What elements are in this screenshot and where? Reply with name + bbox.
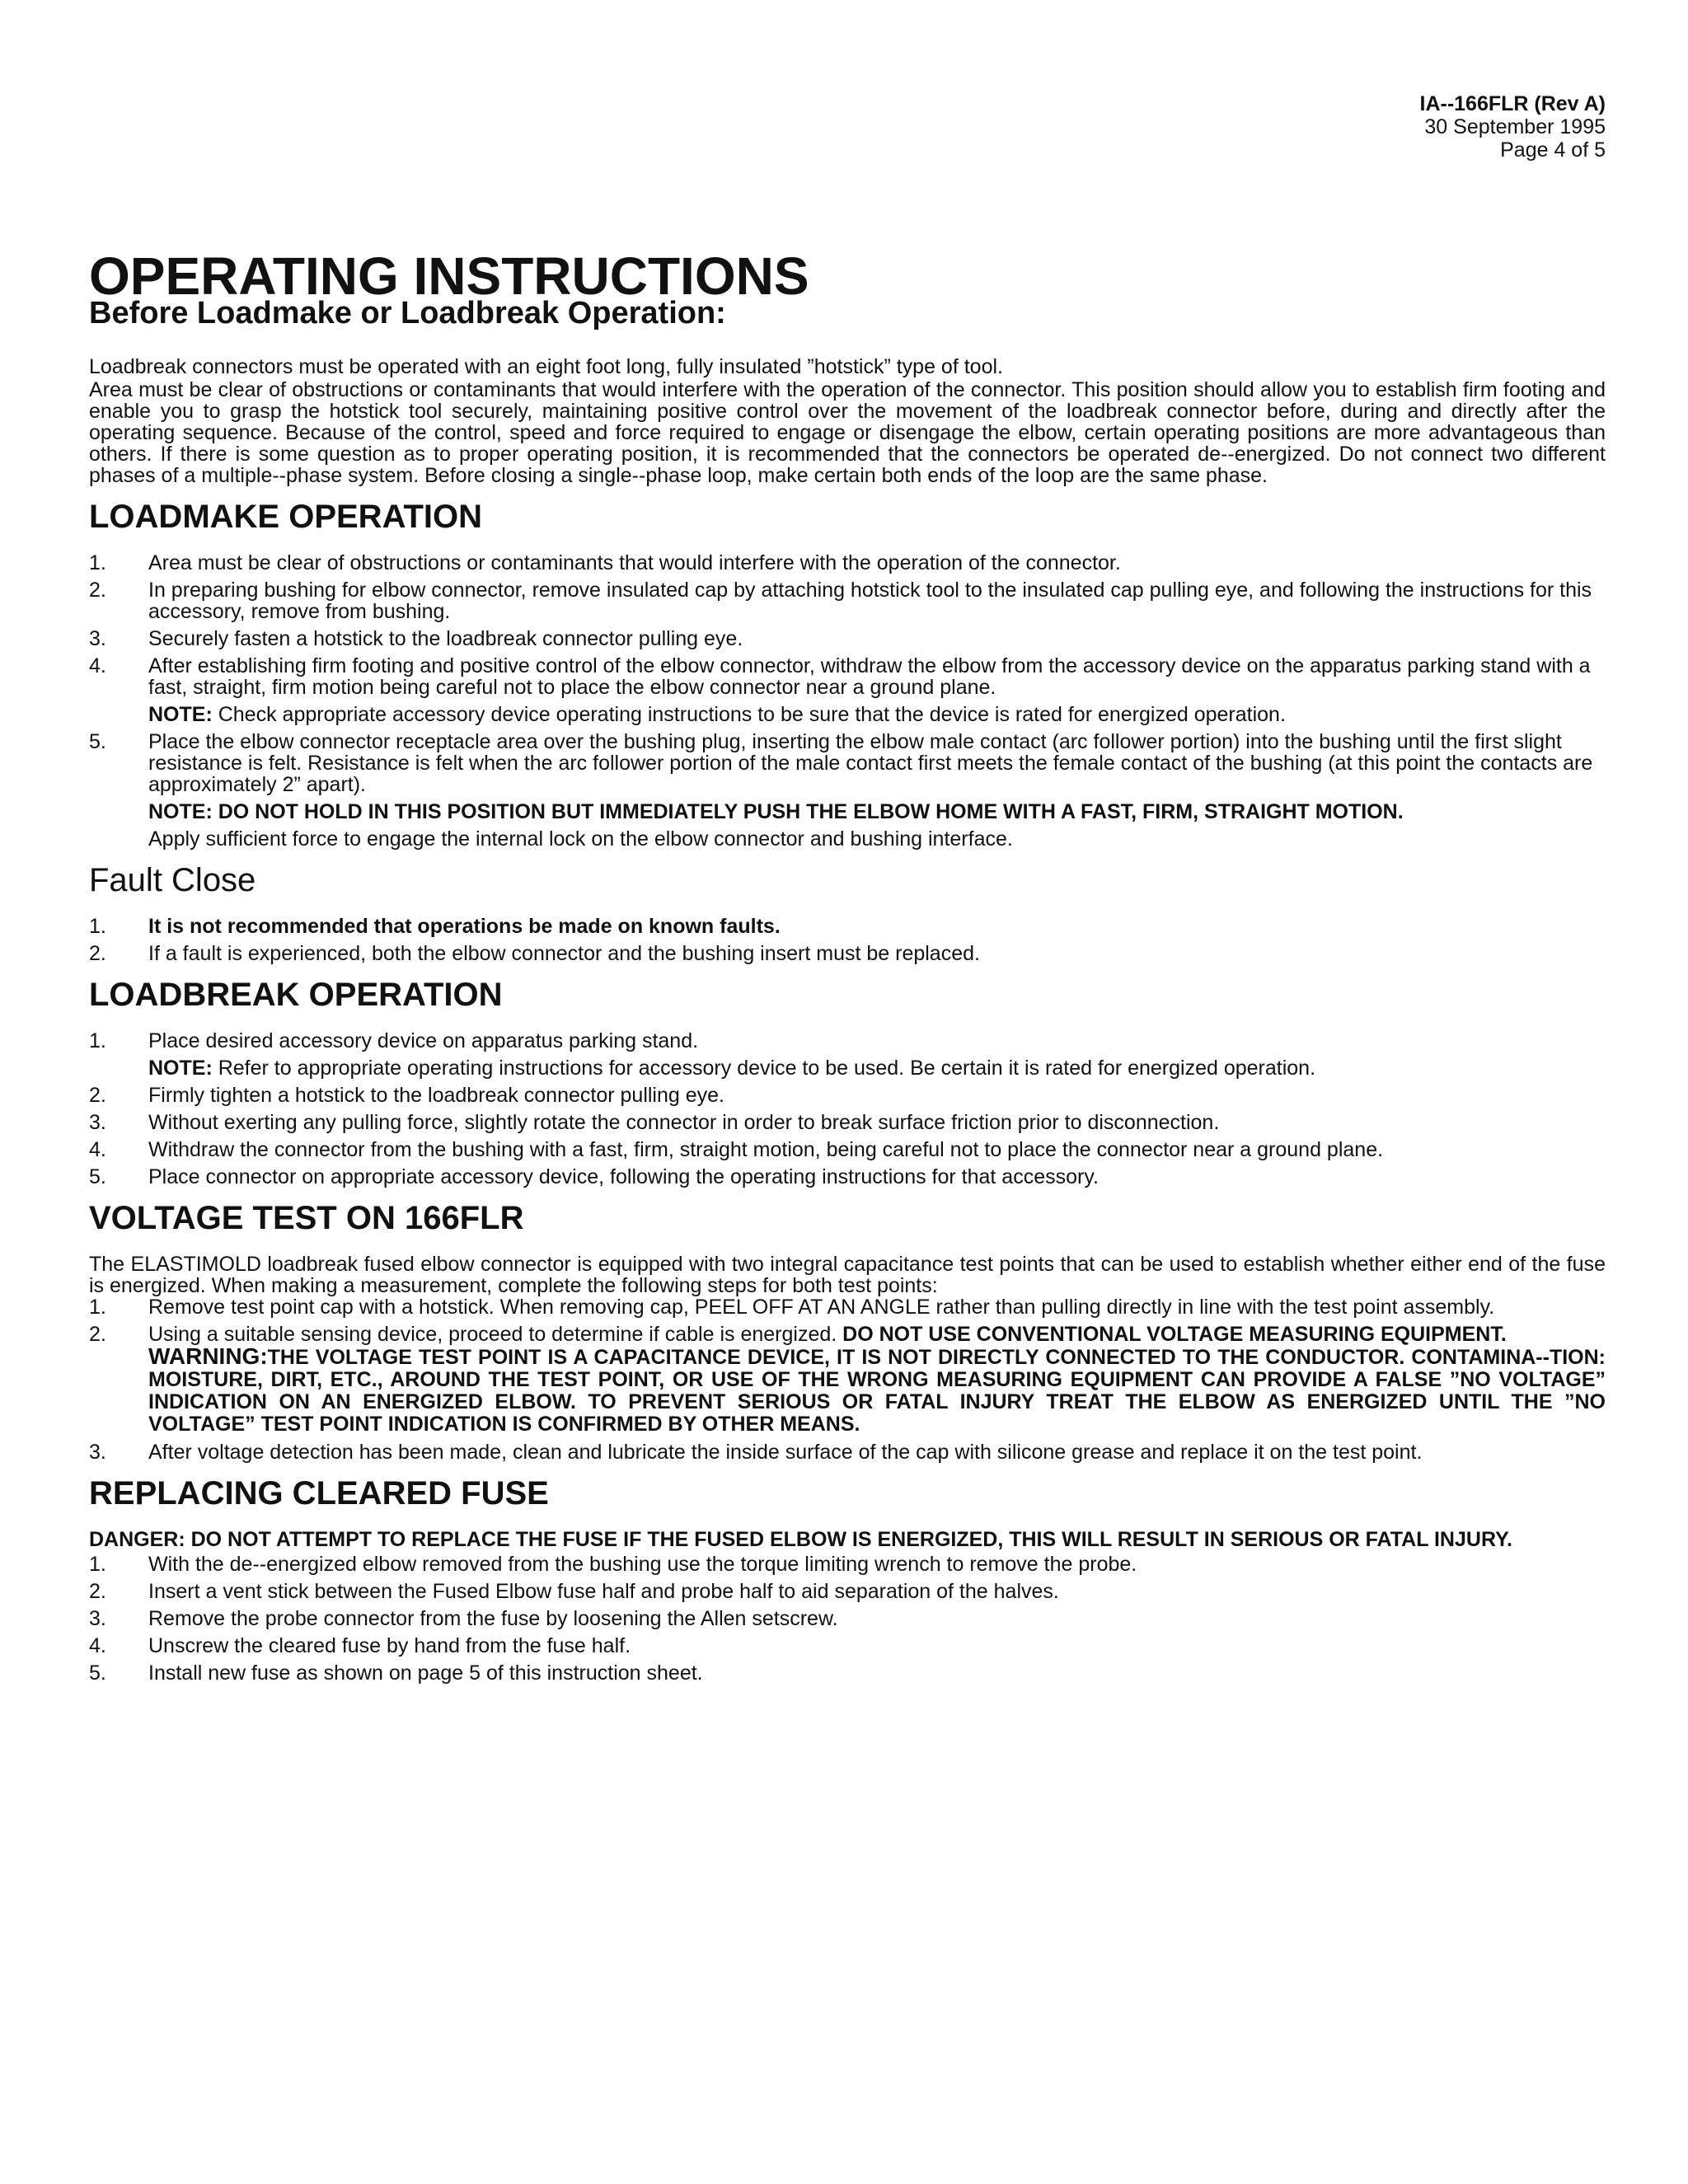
voltage-test-list <box>89 1296 1606 1463</box>
list-text: Without exerting any pulling force, slightly rotate the connector in order to break surface friction prior to disconnection. <box>148 1111 1220 1134</box>
loadbreak-note-1 <box>89 1057 1606 1079</box>
fault-close-heading: Fault Close <box>89 862 256 898</box>
list-item <box>89 1554 1606 1575</box>
list-item <box>89 552 1606 574</box>
voltage-test-intro: The ELASTIMOLD loadbreak fused elbow connector is equipped with two integral capacitance test points that can be used to establish whether either end of the fuse is energized. When making a measurement, complete the following steps for both test points: <box>89 1253 1606 1297</box>
list-item <box>89 1166 1606 1188</box>
list-number: 4. <box>89 654 106 677</box>
list-item <box>89 1139 1606 1160</box>
note-text: Check appropriate accessory device operating instructions to be sure that the device is rated for energized operation. <box>212 703 1286 726</box>
list-text: After establishing firm footing and positive control of the elbow connector, withdraw the elbow from the accessory device on the apparatus parking stand with a fast, straight, firm motion being careful not to place the elbow connector near a ground plane. <box>148 654 1591 699</box>
note-label: NOTE: <box>148 703 213 726</box>
note-label: NOTE: <box>148 1057 213 1080</box>
list-item <box>89 655 1606 698</box>
list-text: Remove test point cap with a hotstick. When removing cap, PEEL OFF AT AN ANGLE rather than pulling directly in line with the test point assembly. <box>148 1296 1495 1319</box>
list-number: 2. <box>89 1323 106 1346</box>
list-text: Place desired accessory device on apparatus parking stand. <box>148 1029 699 1052</box>
replacing-fuse-heading: REPLACING CLEARED FUSE <box>89 1475 549 1511</box>
list-number: 2. <box>89 1580 106 1603</box>
list-text: Using a suitable sensing device, proceed to determine if cable is energized. <box>148 1323 843 1346</box>
loadmake-note-5-warning: NOTE: DO NOT HOLD IN THIS POSITION BUT IMMEDIATELY PUSH THE ELBOW HOME WITH A FAST, FIRM, STRAIGHT MOTION. <box>148 800 1404 823</box>
list-text: In preparing bushing for elbow connector, remove insulated cap by attaching hotstick tool to the insulated cap pulling eye, and following the instructions for this accessory, remove from bushing. <box>148 579 1592 623</box>
loadmake-note-5-text: Apply sufficient force to engage the internal lock on the elbow connector and bushing interface. <box>148 827 1013 851</box>
list-item <box>89 579 1606 622</box>
list-item <box>89 1608 1606 1629</box>
document-body <box>89 356 1606 1684</box>
list-number: 3. <box>89 1607 106 1630</box>
list-text: Withdraw the connector from the bushing with a fast, firm, straight motion, being careful not to place the connector near a ground plane. <box>148 1138 1384 1161</box>
list-number: 5. <box>89 1165 106 1188</box>
loadbreak-heading: LOADBREAK OPERATION <box>89 977 503 1013</box>
note-text: Refer to appropriate operating instructions for accessory device to be used. Be certain it is rated for energized operation. <box>212 1057 1316 1080</box>
list-item <box>89 1581 1606 1602</box>
list-number: 1. <box>89 1553 106 1576</box>
page-title: OPERATING INSTRUCTIONS <box>89 246 809 306</box>
fault-close-list <box>89 916 1606 964</box>
page-number: Page 4 of 5 <box>1500 138 1606 162</box>
list-text: Securely fasten a hotstick to the loadbreak connector pulling eye. <box>148 627 743 650</box>
list-number: 1. <box>89 915 106 938</box>
loadmake-note-4 <box>89 704 1606 725</box>
list-text: Insert a vent stick between the Fused Elbow fuse half and probe half to aid separation of the halves. <box>148 1580 1059 1603</box>
voltage-test-heading: VOLTAGE TEST ON 166FLR <box>89 1200 524 1236</box>
list-text: Place connector on appropriate accessory device, following the operating instructions for that accessory. <box>148 1165 1099 1188</box>
list-text: After voltage detection has been made, clean and lubricate the inside surface of the cap with silicone grease and replace it on the test point. <box>148 1441 1423 1464</box>
list-number: 3. <box>89 627 106 650</box>
list-item <box>89 1662 1606 1684</box>
document-id: IA--166FLR (Rev A) <box>1419 92 1606 115</box>
loadmake-heading: LOADMAKE OPERATION <box>89 499 483 535</box>
list-text: Firmly tighten a hotstick to the loadbreak connector pulling eye. <box>148 1084 724 1107</box>
intro-paragraph-2: Area must be clear of obstructions or contaminants that would interfere with the operation of the connector. This position should allow you to establish firm footing and enable you to grasp the hotstick tool securely, maintaining positive control over the movement of the loadbreak connector before, during and directly after the operating sequence. Because of the control, speed and force required to engage or disengage the elbow, certain operating positions are more advantageous than others. If there is some question as to proper operating position, it is recommended that the connectors be operated de--energized. Do not connect two different phases of a multiple--phase system. Before closing a single--phase loop, make certain both ends of the loop are the same phase. <box>89 378 1606 487</box>
list-number: 1. <box>89 1029 106 1052</box>
list-item <box>89 916 1606 937</box>
list-item <box>89 1296 1606 1318</box>
list-number: 2. <box>89 579 106 602</box>
list-text: Install new fuse as shown on page 5 of this instruction sheet. <box>148 1661 703 1685</box>
equipment-warning: DO NOT USE CONVENTIONAL VOLTAGE MEASURING EQUIPMENT. <box>842 1323 1507 1346</box>
list-item <box>89 1441 1606 1463</box>
list-text: Remove the probe connector from the fuse by loosening the Allen setscrew. <box>148 1607 838 1630</box>
warning-text: THE VOLTAGE TEST POINT IS A CAPACITANCE DEVICE, IT IS NOT DIRECTLY CONNECTED TO THE CONDUCTOR. CONTAMINA--TION: MOISTURE, DIRT, ETC., AROUND THE TEST POINT, OR USE OF THE WRONG MEASURING EQUIPMENT CAN PROVIDE A FALSE ”NO VOLTAGE” INDICATION ON AN ENERGIZED ELBOW. TO PREVENT SERIOUS OR FATAL INJURY TREAT THE ELBOW AS ENERGIZED UNTIL THE ”NO VOLTAGE” TEST POINT INDICATION IS CONFIRMED BY OTHER MEANS. <box>148 1346 1606 1436</box>
document-header <box>1420 92 1606 162</box>
list-text: It is not recommended that operations be made on known faults. <box>148 915 781 938</box>
loadbreak-list <box>89 1030 1606 1188</box>
page-subtitle: Before Loadmake or Loadbreak Operation: <box>89 296 726 330</box>
list-item <box>89 943 1606 964</box>
list-number: 1. <box>89 551 106 574</box>
list-text: Unscrew the cleared fuse by hand from the fuse half. <box>148 1634 631 1657</box>
list-number: 2. <box>89 942 106 965</box>
list-item <box>89 1085 1606 1106</box>
loadmake-list <box>89 552 1606 850</box>
list-text: Area must be clear of obstructions or contaminants that would interfere with the operation of the connector. <box>148 551 1121 574</box>
list-item <box>89 1030 1606 1052</box>
list-item <box>89 1324 1606 1345</box>
danger-notice: DANGER: DO NOT ATTEMPT TO REPLACE THE FUSE IF THE FUSED ELBOW IS ENERGIZED, THIS WILL RESULT IN SERIOUS OR FATAL INJURY. <box>89 1528 1512 1551</box>
list-item <box>89 628 1606 649</box>
list-number: 5. <box>89 730 106 753</box>
list-text: With the de--energized elbow removed from the bushing use the torque limiting wrench to remove the probe. <box>148 1553 1137 1576</box>
list-number: 3. <box>89 1441 106 1464</box>
list-item <box>89 1112 1606 1133</box>
list-item <box>89 731 1606 795</box>
list-number: 4. <box>89 1138 106 1161</box>
warning-label: WARNING: <box>148 1343 268 1369</box>
list-number: 1. <box>89 1296 106 1319</box>
list-text: If a fault is experienced, both the elbow connector and the bushing insert must be replaced. <box>148 942 980 965</box>
replacing-fuse-list <box>89 1554 1606 1684</box>
voltage-warning <box>89 1345 1606 1436</box>
list-number: 3. <box>89 1111 106 1134</box>
list-number: 2. <box>89 1084 106 1107</box>
list-text: Place the elbow connector receptacle area over the bushing plug, inserting the elbow male contact (arc follower portion) into the bushing until the first slight resistance is felt. Resistance is felt when the arc follower portion of the male contact first meets the female contact of the bushing (at this point the contacts are approximately 2” apart). <box>148 730 1593 796</box>
document-date: 30 September 1995 <box>1424 115 1606 138</box>
list-number: 5. <box>89 1661 106 1685</box>
list-number: 4. <box>89 1634 106 1657</box>
intro-paragraph-1: Loadbreak connectors must be operated with an eight foot long, fully insulated ”hotstick” type of tool. <box>89 355 1003 378</box>
list-item <box>89 1635 1606 1657</box>
